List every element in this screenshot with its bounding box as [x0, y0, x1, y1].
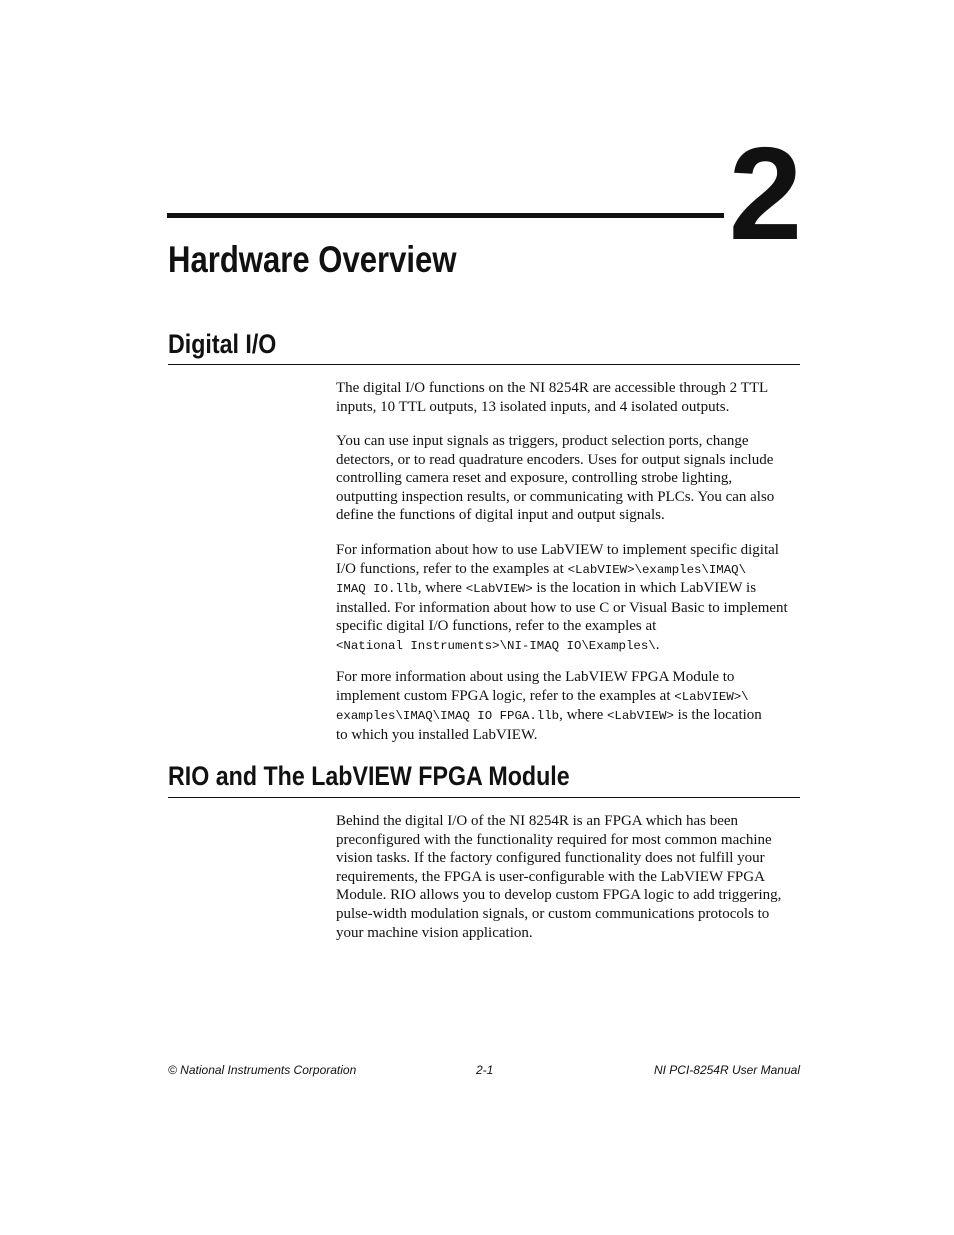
code-path: examples\IMAQ\IMAQ IO FPGA.llb — [336, 709, 560, 724]
text-line — [336, 868, 800, 887]
footer-copyright: © National Instruments Corporation — [168, 1063, 357, 1077]
text-line — [336, 541, 800, 560]
text-line — [336, 706, 800, 726]
text-run: is the location — [673, 707, 762, 724]
text-line — [336, 599, 800, 618]
text-line — [336, 886, 800, 905]
paragraph — [336, 812, 800, 942]
code-path: <LabVIEW> — [606, 709, 674, 724]
text-line — [336, 687, 800, 707]
chapter-title: Hardware Overview — [168, 239, 457, 280]
code-path: <LabVIEW>\examples\IMAQ\ — [567, 562, 747, 577]
text-run: inputs, 10 TTL outputs, 13 isolated inputs, and 4 isolated outputs. — [336, 398, 730, 415]
text-run: installed. For information about how to use C or Visual Basic to implement — [336, 599, 788, 616]
text-run: outputting inspection results, or communicating with PLCs. You can also — [336, 488, 775, 505]
text-line — [336, 469, 800, 488]
text-line — [336, 924, 800, 943]
text-run: , where — [559, 707, 607, 724]
text-run: preconfigured with the functionality required for most common machine — [336, 831, 772, 848]
text-run: vision tasks. If the factory configured functionality does not fulfill your — [336, 850, 765, 867]
text-line — [336, 488, 800, 507]
footer-page-number: 2-1 — [476, 1063, 494, 1077]
text-run: requirements, the FPGA is user-configurable with the LabVIEW FPGA — [336, 868, 765, 885]
text-run: detectors, or to read quadrature encoders. Uses for output signals include — [336, 451, 774, 468]
text-line — [336, 579, 800, 599]
paragraph — [336, 432, 800, 525]
section-heading-rio-fpga: RIO and The LabVIEW FPGA Module — [168, 761, 570, 791]
text-line — [336, 636, 800, 656]
text-line — [336, 905, 800, 924]
code-path: <LabVIEW>\ — [674, 689, 749, 704]
text-run: Behind the digital I/O of the NI 8254R is an FPGA which has been — [336, 813, 739, 829]
text-run: . — [655, 636, 660, 653]
text-run: pulse-width modulation signals, or custom communications protocols to — [336, 905, 770, 922]
text-run: implement custom FPGA logic, refer to the examples at — [336, 687, 675, 704]
text-line — [336, 560, 800, 580]
text-run: controlling camera reset and exposure, controlling strobe lighting, — [336, 470, 733, 487]
code-path: <LabVIEW> — [465, 582, 533, 597]
text-run: I/O functions, refer to the examples at — [336, 560, 568, 577]
text-run: The digital I/O functions on the NI 8254R are accessible through 2 TTL — [336, 380, 769, 396]
code-path: <National Instruments>\NI-IMAQ IO\Examples\ — [336, 638, 656, 653]
text-line — [336, 668, 800, 687]
text-line — [336, 812, 800, 831]
text-run: define the functions of digital input and output signals. — [336, 507, 665, 524]
section-rule-digital-io — [168, 364, 800, 365]
paragraph — [336, 668, 800, 744]
text-run: is the location in which LabVIEW is — [532, 580, 757, 597]
text-run: For information about how to use LabVIEW to implement specific digital — [336, 542, 779, 558]
text-run: to which you installed LabVIEW. — [336, 726, 538, 743]
text-run: specific digital I/O functions, refer to the examples at — [336, 618, 657, 635]
footer-manual-title: NI PCI-8254R User Manual — [653, 1063, 800, 1077]
text-line — [336, 726, 800, 745]
text-run: , where — [417, 580, 466, 597]
text-line — [336, 849, 800, 868]
text-run: For more information about using the LabVIEW FPGA Module to — [336, 669, 735, 685]
chapter-rule — [167, 213, 724, 218]
paragraph — [336, 379, 800, 416]
section-rule-rio-fpga — [168, 797, 800, 798]
text-line — [336, 831, 800, 850]
text-line — [336, 432, 800, 451]
text-line — [336, 506, 800, 525]
section-heading-digital-io: Digital I/O — [168, 329, 277, 359]
chapter-number: 2 — [728, 120, 800, 267]
text-line — [336, 379, 800, 398]
text-line — [336, 617, 800, 636]
text-run: Module. RIO allows you to develop custom FPGA logic to add triggering, — [336, 887, 782, 904]
text-line — [336, 451, 800, 470]
code-path: IMAQ IO.llb — [336, 582, 418, 597]
text-run: your machine vision application. — [336, 924, 533, 941]
text-line — [336, 398, 800, 417]
text-run: You can use input signals as triggers, product selection ports, change — [336, 433, 749, 449]
paragraph — [336, 541, 800, 656]
